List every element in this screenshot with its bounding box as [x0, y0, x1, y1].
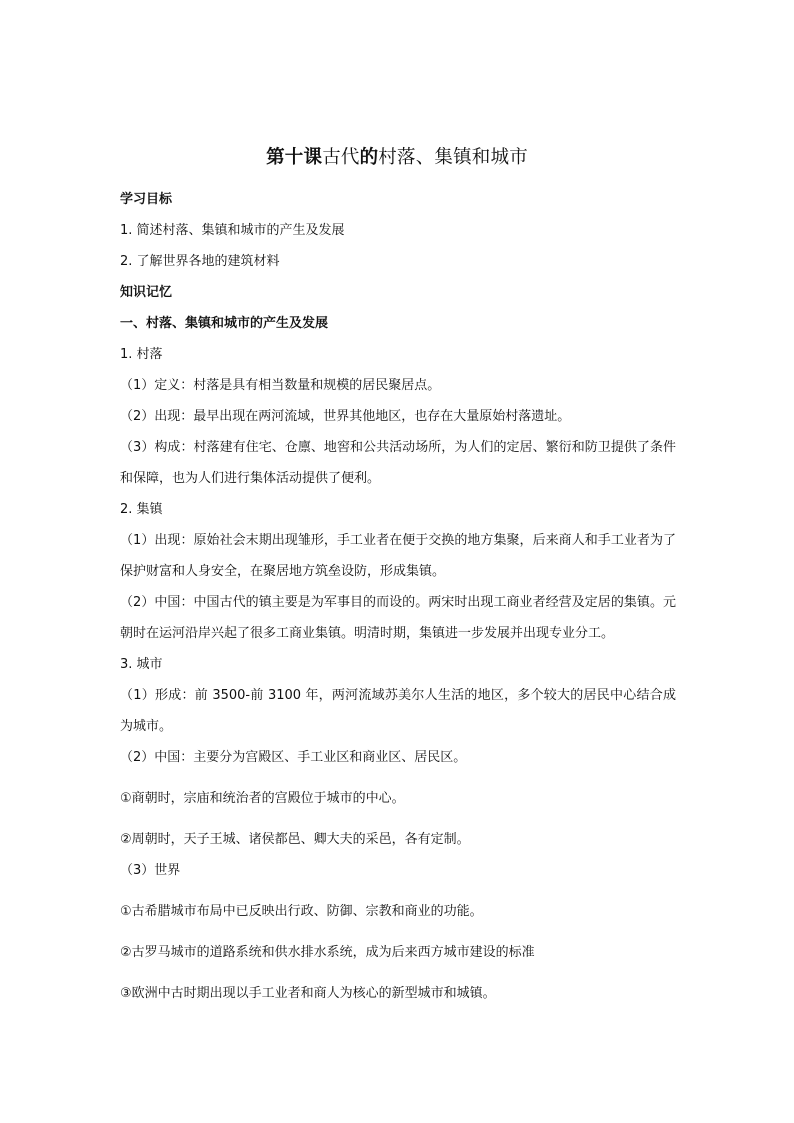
title-part-ancient: 古代: [322, 147, 360, 168]
paragraph: （1）出现：原始社会末期出现雏形，手工业者在便于交换的地方集聚，后来商人和手工业者为了保护财富和人身安全，在聚居地方筑垒设防，形成集镇。: [120, 533, 676, 579]
paragraph: （3）构成：村落建有住宅、仓廪、地窖和公共活动场所，为人们的定居、繁衍和防卫提供了条件和保障，也为人们进行集体活动提供了便利。: [120, 440, 676, 486]
paragraph: （2）中国：中国古代的镇主要是为军事目的而设的。两宋时出现工商业者经营及定居的集镇。元朝时在运河沿岸兴起了很多工商业集镇。明清时期，集镇进一步发展并出现专业分工。: [120, 595, 676, 641]
goal-item: 2. 了解世界各地的建筑材料: [120, 254, 280, 269]
list-item: ③欧洲中古时期出现以手工业者和商人为核心的新型城市和城镇。: [120, 986, 496, 1001]
list-item: ①商朝时，宗庙和统治者的宫殿位于城市的中心。: [120, 791, 405, 806]
list-item: ①古希腊城市布局中已反映出行政、防御、宗教和商业的功能。: [120, 904, 483, 919]
title-part-of: 的: [359, 147, 379, 168]
paragraph: （1）形成：前 3500-前 3100 年，两河流域苏美尔人生活的地区，多个较大的居民中心结合成为城市。: [120, 688, 676, 734]
subsection-heading-village: 1. 村落: [120, 347, 163, 362]
page-title: [0, 146, 794, 170]
paragraph: （2）中国：主要分为宫殿区、手工业区和商业区、居民区。: [120, 750, 467, 765]
section-heading: 一、村落、集镇和城市的产生及发展: [120, 316, 329, 331]
goals-heading: 学习目标: [120, 192, 173, 207]
knowledge-heading: 知识记忆: [120, 285, 173, 300]
paragraph: （2）出现：最早出现在两河流域，世界其他地区，也存在大量原始村落遗址。: [120, 409, 571, 424]
goal-item: 1. 简述村落、集镇和城市的产生及发展: [120, 223, 345, 238]
list-item: ②古罗马城市的道路系统和供水排水系统，成为后来西方城市建设的标准: [120, 945, 535, 960]
subsection-heading-city: 3. 城市: [120, 657, 163, 672]
paragraph: （3）世界: [120, 863, 181, 878]
paragraph: （1）定义：村落是具有相当数量和规模的居民聚居点。: [120, 378, 441, 393]
subsection-heading-town: 2. 集镇: [120, 502, 163, 517]
document-body: [120, 184, 676, 1009]
title-part-lesson: 第十课: [266, 147, 323, 168]
list-item: ②周朝时，天子王城、诸侯都邑、卿大夫的采邑，各有定制。: [120, 832, 470, 847]
title-part-topic: 村落、集镇和城市: [378, 147, 528, 168]
